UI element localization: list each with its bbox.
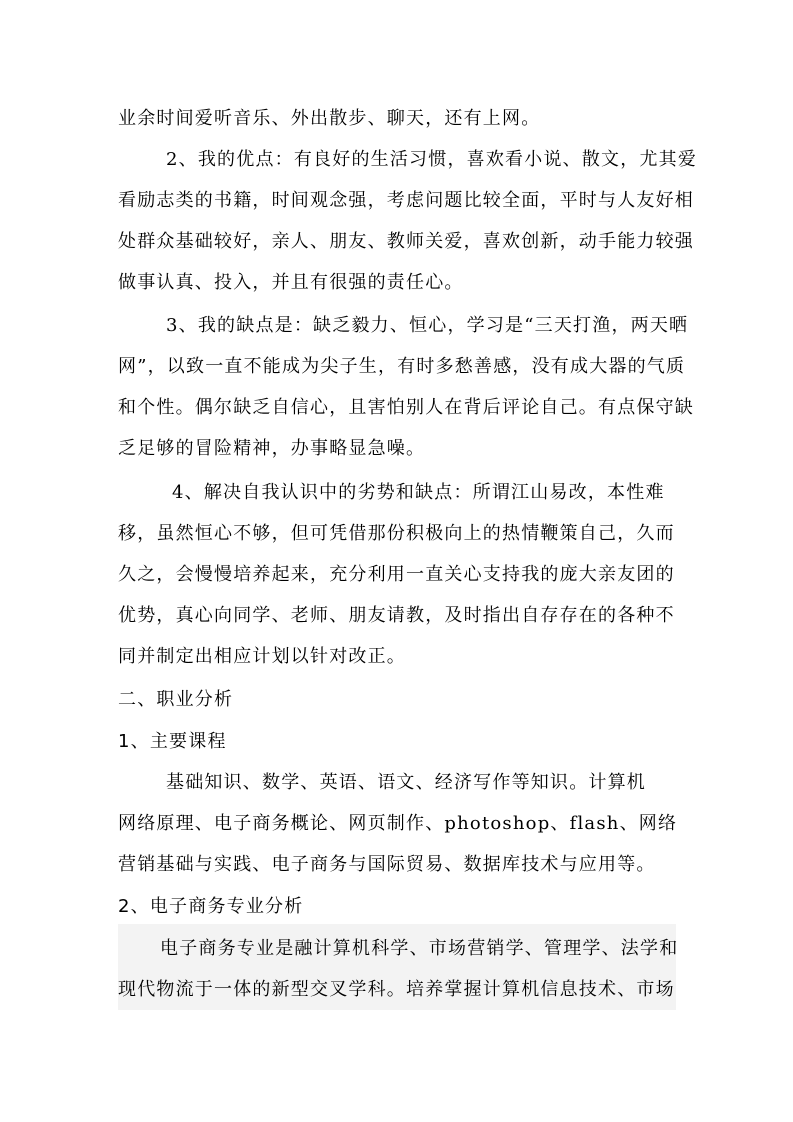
paragraph-courses-line: 基础知识、数学、英语、语文、经济写作等知识。计算机 — [166, 772, 646, 793]
paragraph-weaknesses-line: 和个性。偶尔缺乏自信心，且害怕别人在背后评论自己。有点保守缺 — [118, 397, 694, 418]
paragraph-solution-line: 久之，会慢慢培养起来，充分利用一直关心支持我的庞大亲友团的 — [118, 564, 675, 585]
section-heading-career-analysis: 二、职业分析 — [118, 689, 234, 710]
paragraph-courses-line: 营销基础与实践、电子商务与国际贸易、数据库技术与应用等。 — [118, 854, 656, 875]
paragraph-ecommerce-line: 现代物流于一体的新型交叉学科。培养掌握计算机信息技术、市场 — [118, 979, 675, 1000]
paragraph-solution-line: 同并制定出相应计划以针对改正。 — [118, 646, 406, 667]
paragraph-strengths-line: 处群众基础较好，亲人、朋友、教师关爱，喜欢创新，动手能力较强 — [118, 231, 694, 252]
paragraph-ecommerce-line: 电子商务专业是融计算机科学、市场营销学、管理学、法学和 — [160, 938, 679, 959]
paragraph-solution-line: 移，虽然恒心不够，但可凭借那份积极向上的热情鞭策自己，久而 — [118, 523, 675, 544]
paragraph-strengths-line: 做事认真、投入，并且有很强的责任心。 — [118, 272, 464, 293]
paragraph-solution-line: 4、解决自我认识中的劣势和缺点：所谓江山易改，本性难 — [172, 482, 665, 503]
paragraph-strengths-line: 2、我的优点：有良好的生活习惯，喜欢看小说、散文，尤其爱 — [166, 149, 698, 170]
paragraph-weaknesses-line: 乏足够的冒险精神，办事略显急噪。 — [118, 438, 426, 459]
paragraph-solution-line: 优势，真心向同学、老师、朋友请教，及时指出自存存在的各种不 — [118, 605, 675, 626]
paragraph-courses-line: 网络原理、电子商务概论、网页制作、photoshop、flash、网络 — [118, 813, 678, 834]
subheading-main-courses: 1、主要课程 — [118, 731, 227, 752]
paragraph-strengths-line: 看励志类的书籍，时间观念强，考虑问题比较全面，平时与人友好相 — [118, 190, 694, 211]
paragraph-line: 业余时间爱听音乐、外出散步、聊天，还有上网。 — [118, 108, 541, 129]
paragraph-weaknesses-line: 3、我的缺点是：缺乏毅力、恒心，学习是“三天打渔，两天晒 — [166, 315, 689, 336]
paragraph-weaknesses-line: 网”，以致一直不能成为尖子生，有时多愁善感，没有成大器的气质 — [118, 356, 686, 377]
subheading-ecommerce-analysis: 2、电子商务专业分析 — [118, 896, 304, 917]
